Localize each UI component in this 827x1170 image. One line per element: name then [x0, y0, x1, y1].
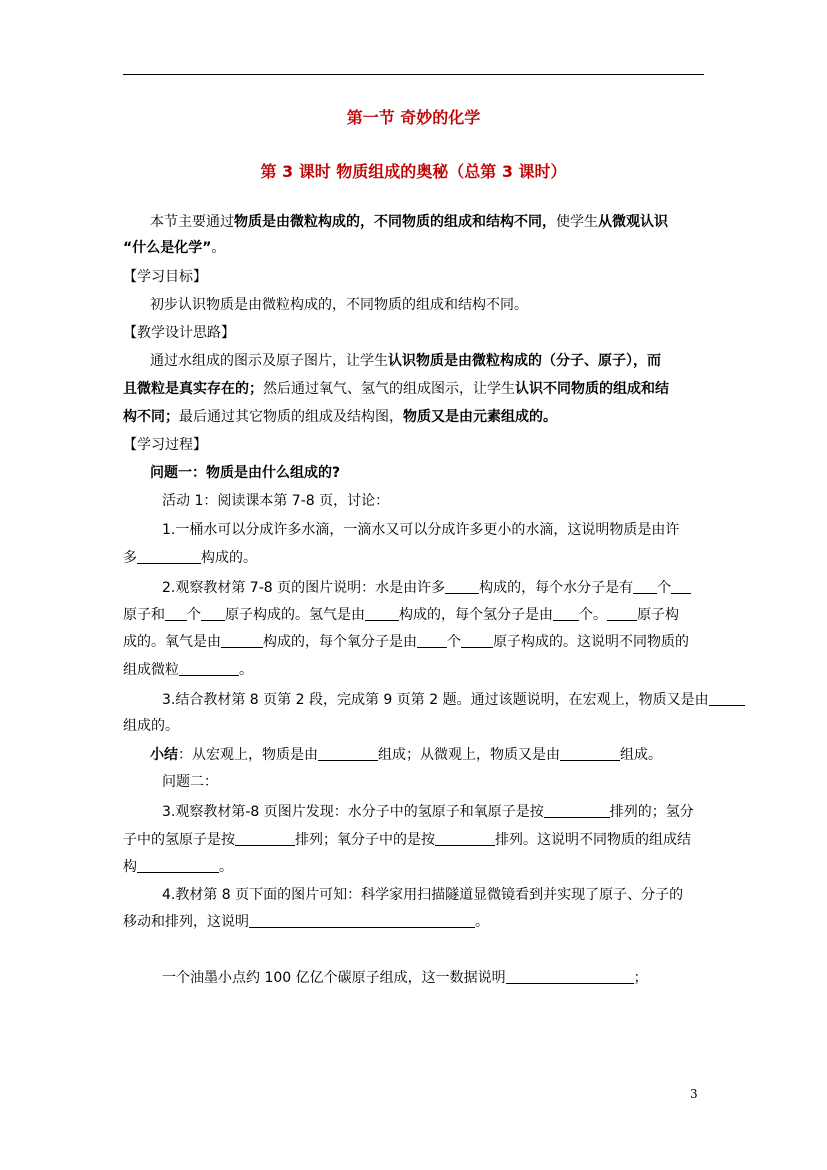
lesson-title: 第 3 课时 物质组成的奥秘（总第 3 课时）	[260, 162, 567, 181]
section-title: 第一节 奇妙的化学	[346, 108, 481, 127]
goals-heading: 【学习目标】	[123, 269, 207, 285]
blank[interactable]	[235, 831, 295, 846]
item-j4-line-2: 移动和排列，这说明 。	[123, 914, 489, 930]
question-1: 问题一：物质是由什么组成的?	[150, 465, 341, 481]
goals-text: 初步认识物质是由微粒构成的，不同物质的组成和结构不同。	[150, 297, 528, 313]
blank[interactable]	[165, 606, 187, 621]
design-line-3: 构不同；最后通过其它物质的组成及结构图，物质又是由元素组成的。	[123, 409, 557, 425]
activity-1: 活动 1：阅读课本第 7-8 页，讨论：	[162, 493, 390, 509]
blank[interactable]	[201, 606, 225, 621]
blank[interactable]	[607, 606, 637, 621]
blank[interactable]	[709, 691, 745, 706]
item-j4-line-1: 4.教材第 8 页下面的图片可知：科学家用扫描隧道显微镜看到并实现了原子、分子的	[162, 887, 684, 903]
header-rule	[123, 74, 704, 75]
item-1-line-1: 1.一桶水可以分成许多水滴，一滴水又可以分成许多更小的水滴，这说明物质是由许	[162, 522, 680, 538]
blank[interactable]	[633, 579, 657, 594]
page-number: 3	[690, 1087, 698, 1101]
item-3-line-1: 3.结合教材第 8 页第 2 段，完成第 9 页第 2 题。通过该题说明，在宏观上，物质又是由	[162, 690, 743, 710]
blank[interactable]	[221, 633, 263, 648]
design-line-1: 通过水组成的图示及原子图片，让学生认识物质是由微粒构成的（分子、原子），而	[150, 353, 661, 369]
intro-line-1: 本节主要通过物质是由微粒构成的，不同物质的组成和结构不同，使学生从微观认识	[150, 214, 668, 230]
blank[interactable]	[137, 858, 219, 873]
item-3-line-2: 组成的。	[123, 718, 179, 734]
process-heading: 【学习过程】	[123, 437, 207, 453]
blank[interactable]	[318, 746, 378, 761]
item-1-line-2: 多 构成的。	[123, 550, 257, 566]
blank[interactable]	[553, 606, 579, 621]
summary: 小结：从宏观上，物质是由 组成；从微观上，物质又是由 组成。	[150, 747, 662, 763]
final-line: 一个油墨小点约 100 亿亿个碳原子组成，这一数据说明 ；	[162, 970, 648, 986]
item-2-line-4: 组成微粒 。	[123, 662, 253, 678]
blank[interactable]	[435, 831, 495, 846]
design-line-2: 且微粒是真实存在的；然后通过氧气、氢气的组成图示，让学生认识不同物质的组成和结	[123, 381, 669, 397]
intro-line-2: “什么是化学”。	[123, 240, 226, 256]
blank[interactable]	[544, 803, 610, 818]
blank[interactable]	[461, 633, 493, 648]
item-j3-line-3: 构 。	[123, 859, 233, 875]
item-j3-line-1: 3.观察教材第-8 页图片发现：水分子中的氢原子和氧原子是按 排列的；氢分	[162, 804, 694, 820]
item-j3-line-2: 子中的氢原子是按 排列；氧分子中的是按 排列。这说明不同物质的组成结	[123, 832, 691, 848]
design-heading: 【教学设计思路】	[123, 325, 235, 341]
blank[interactable]	[506, 969, 634, 984]
item-2-line-2: 原子和 个 原子构成的。氢气是由 构成的，每个氢分子是由 个。 原子构	[123, 607, 679, 623]
blank[interactable]	[179, 661, 239, 676]
item-2-line-3: 成的。氧气是由 构成的，每个氧分子是由 个 原子构成的。这说明不同物质的	[123, 634, 689, 650]
blank[interactable]	[671, 579, 691, 594]
blank[interactable]	[417, 633, 447, 648]
blank[interactable]	[137, 549, 201, 564]
blank[interactable]	[560, 746, 620, 761]
blank[interactable]	[249, 913, 475, 928]
blank[interactable]	[365, 606, 399, 621]
item-2-line-1: 2.观察教材第 7-8 页的图片说明：水是由许多 构成的，每个水分子是有 个	[162, 578, 743, 598]
question-2: 问题二：	[162, 774, 218, 790]
blank[interactable]	[445, 579, 479, 594]
